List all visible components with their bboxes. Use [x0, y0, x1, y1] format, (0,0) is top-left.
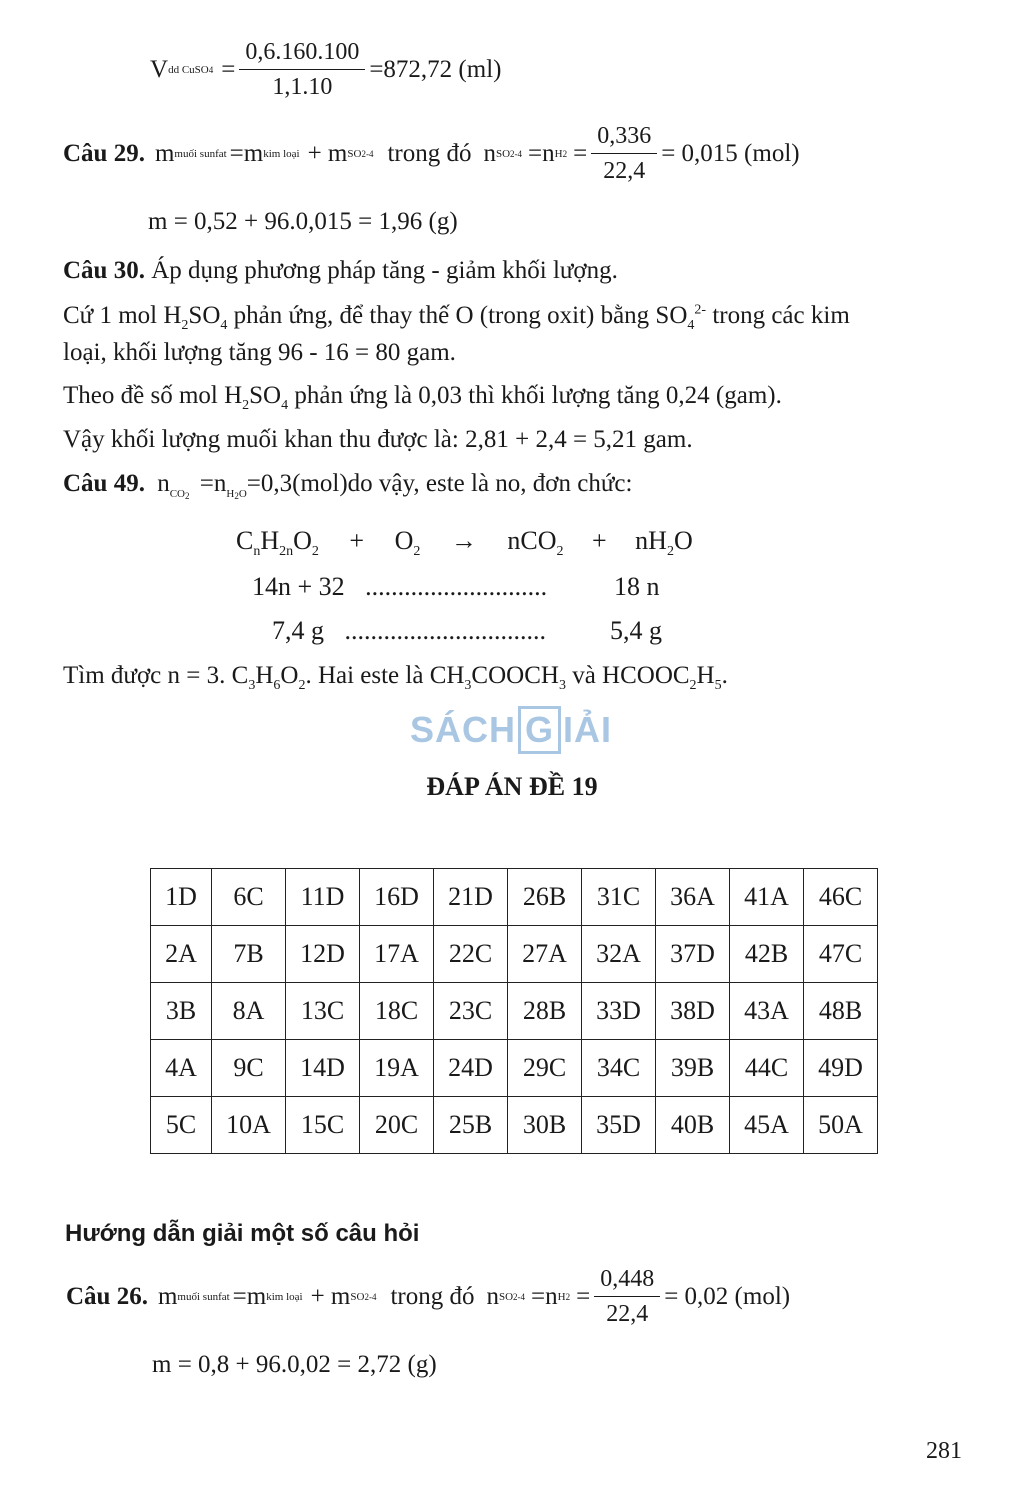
answer-row	[151, 869, 878, 926]
answer-cell: 43A	[730, 983, 804, 1040]
answer-cell: 30B	[508, 1097, 582, 1154]
cau30-line3: loại, khối lượng tăng 96 - 16 = 80 gam.	[63, 339, 456, 366]
answer-cell: 46C	[804, 869, 878, 926]
answer-cell: 45A	[730, 1097, 804, 1154]
answer-cell: 28B	[508, 983, 582, 1040]
answer-cell: 40B	[656, 1097, 730, 1154]
reaction-equation: $C_nH_{2n}O_2 + O_2 \to nCO_2 + nH_2O$	[236, 526, 693, 560]
answer-cell: 10A	[212, 1097, 286, 1154]
answer-cell: 42B	[730, 926, 804, 983]
cau30-line2: Cứ 1 mol $H_2SO_4$ phản ứng, để thay thế O (trong oxit) bằng $SO_4^{2-}$ trong các kim	[63, 302, 850, 333]
answer-cell: 39B	[656, 1040, 730, 1097]
answer-cell: 8A	[212, 983, 286, 1040]
answer-cell: 24D	[434, 1040, 508, 1097]
answer-cell: 25B	[434, 1097, 508, 1154]
arrow-icon: →	[450, 526, 477, 555]
answer-cell: 13C	[286, 983, 360, 1040]
cau26-formula: Câu 26. m muối sunfat =m kim loại + m SO 2- 4 trong đó n SO 2- 4 =n H 2 = $\frac{0,448}{22,4}$ = 0,02 (mol)	[66, 1266, 791, 1327]
answer-cell: 33D	[582, 983, 656, 1040]
cau30-line4: Theo đề số mol $H_2SO_4$ phản ứng là 0,03 thì khối lượng tăng 0,24 (gam).	[63, 382, 782, 413]
answer-cell: 15C	[286, 1097, 360, 1154]
answer-cell: 27A	[508, 926, 582, 983]
answer-cell: 12D	[286, 926, 360, 983]
page-number: 281	[926, 1438, 962, 1464]
answer-cell: 1D	[151, 869, 212, 926]
answer-row	[151, 1040, 878, 1097]
answer-cell: 20C	[360, 1097, 434, 1154]
stoich-mass-right: 5,4 g	[610, 616, 662, 645]
answer-cell: 31C	[582, 869, 656, 926]
stoich-molar-right: 18 n	[614, 572, 660, 601]
fraction: $\frac{0,6.160.100}{1,1.10}$	[239, 38, 365, 101]
fraction: $\frac{0,448}{22,4}$	[594, 1265, 660, 1328]
fraction: $\frac{0,336}{22,4}$	[591, 122, 657, 185]
cau30-line5: Vậy khối lượng muối khan thu được là: 2,81 + 2,4 = 5,21 gam.	[63, 426, 693, 453]
cau29-result-line: m = 0,52 + 96.0,015 = 1,96 (g)	[148, 208, 458, 235]
answer-cell: 21D	[434, 869, 508, 926]
answer-cell: 32A	[582, 926, 656, 983]
cau26-result-line: m = 0,8 + 96.0,02 = 2,72 (g)	[152, 1351, 437, 1378]
cau29-formula: Câu 29. m muối sunfat =m kim loại + m SO 2- 4 trong đó n SO 2- 4 =n H 2 = $\frac{0,336}{22,4}$ = 0,015 (mol)	[63, 123, 800, 184]
answer-cell: 5C	[151, 1097, 212, 1154]
answer-cell: 35D	[582, 1097, 656, 1154]
answer-cell: 18C	[360, 983, 434, 1040]
stoich-row-molar: 14n + 32 ............................	[252, 572, 548, 601]
answer-cell: 26B	[508, 869, 582, 926]
answer-cell: 47C	[804, 926, 878, 983]
answer-cell: 11D	[286, 869, 360, 926]
answer-cell: 4A	[151, 1040, 212, 1097]
answer-table	[150, 868, 878, 1154]
answer-cell: 9C	[212, 1040, 286, 1097]
answer-cell: 3B	[151, 983, 212, 1040]
watermark-logo: SÁCH G IẢI	[410, 706, 612, 754]
answer-cell: 37D	[656, 926, 730, 983]
answer-cell: 16D	[360, 869, 434, 926]
answer-cell: 22C	[434, 926, 508, 983]
answer-cell: 7B	[212, 926, 286, 983]
answer-cell: 14D	[286, 1040, 360, 1097]
answer-cell: 44C	[730, 1040, 804, 1097]
answer-cell: 34C	[582, 1040, 656, 1097]
answer-cell: 41A	[730, 869, 804, 926]
answer-row	[151, 983, 878, 1040]
cau49-line1: Câu 49. $n_{CO2} =n_{H2O}=0,3(mol)do$ vậy, este là no, đơn chức:	[63, 470, 633, 501]
answer-cell: 48B	[804, 983, 878, 1040]
answer-cell: 29C	[508, 1040, 582, 1097]
answer-cell: 36A	[656, 869, 730, 926]
cau30-line1: Câu 30. Áp dụng phương pháp tăng - giảm khối lượng.	[63, 257, 618, 284]
answer-row	[151, 926, 878, 983]
stoich-row-mass: 7,4 g ...............................	[272, 616, 546, 645]
answer-cell: 2A	[151, 926, 212, 983]
answer-cell: 17A	[360, 926, 434, 983]
guide-title: Hướng dẫn giải một số câu hỏi	[65, 1220, 420, 1247]
answer-cell: 23C	[434, 983, 508, 1040]
answer-title: ĐÁP ÁN ĐỀ 19	[426, 772, 598, 801]
answer-cell: 38D	[656, 983, 730, 1040]
answer-cell: 50A	[804, 1097, 878, 1154]
answer-cell: 6C	[212, 869, 286, 926]
answer-cell: 19A	[360, 1040, 434, 1097]
answer-cell: 49D	[804, 1040, 878, 1097]
answer-row	[151, 1097, 878, 1154]
cau49-conclusion: Tìm được n = 3. $C_3H_6O_2$. Hai este là $CH_3COOCH_3$ và $HCOOC_2H_5$.	[63, 662, 728, 693]
top-formula: V dd CuSO 4 = $\frac{0,6.160.100}{1,1.10}$ =872,72 (ml)	[150, 39, 502, 100]
